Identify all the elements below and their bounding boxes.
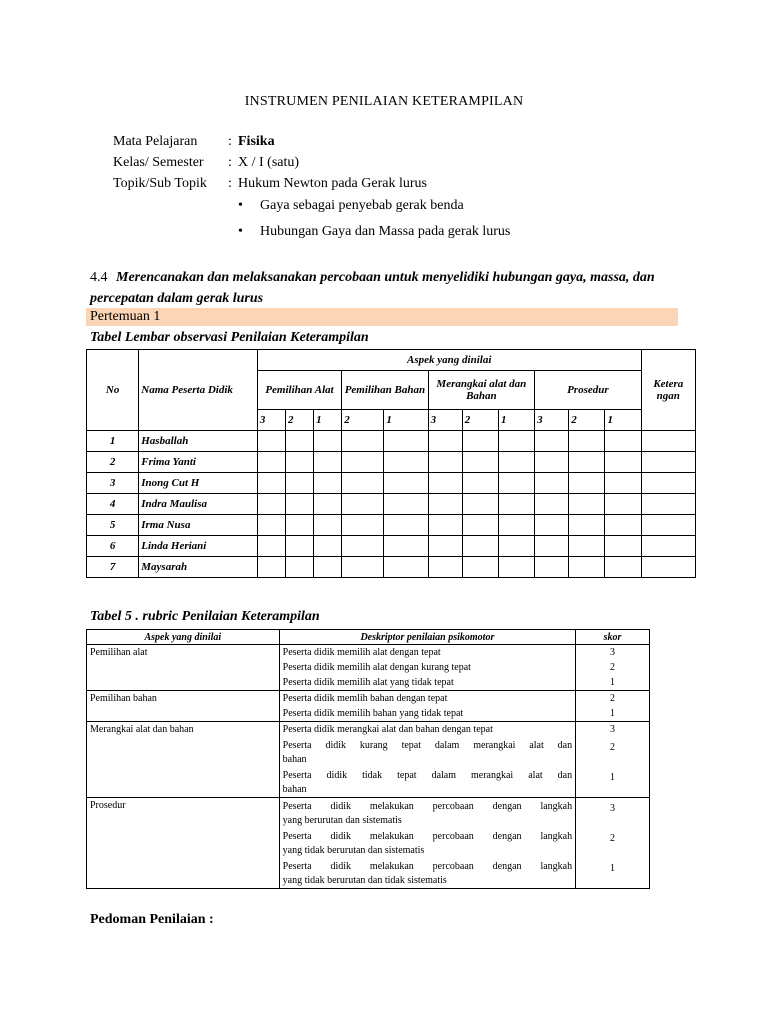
score-cell[interactable] <box>342 473 384 494</box>
score-value: 3 <box>610 724 616 735</box>
descriptor-line: Peserta didik melakukan percobaan dengan langkah <box>282 861 573 872</box>
meta-row-class <box>0 155 768 175</box>
meta-value: Fisika <box>238 134 275 149</box>
row-name: Indra Maulisa <box>139 494 258 515</box>
header-score: 2 <box>569 410 605 431</box>
row-no: 1 <box>87 431 139 452</box>
pedoman-heading: Pedoman Penilaian : <box>90 912 214 927</box>
header-score: 2 <box>462 410 498 431</box>
row-name: Irma Nusa <box>139 515 258 536</box>
score-cell[interactable] <box>641 557 695 578</box>
score-value: 2 <box>610 662 616 673</box>
rubric-row <box>87 645 650 691</box>
header-score: 1 <box>498 410 534 431</box>
score-cell[interactable] <box>569 431 605 452</box>
rubric-descriptors <box>279 645 575 691</box>
score-cell[interactable] <box>641 515 695 536</box>
kd-number: 4.4 <box>90 270 108 285</box>
rubric-aspek: Prosedur <box>87 798 280 889</box>
descriptor-line: yang berurutan dan sistematis <box>282 815 402 826</box>
descriptor-line: Peserta didik memilih alat yang tidak tepat <box>282 677 454 688</box>
score-cell[interactable] <box>605 515 641 536</box>
bullet-icon: • <box>238 198 243 213</box>
bullet-item: • Hubungan Gaya dan Massa pada gerak lurus <box>238 224 511 239</box>
observation-table <box>86 349 696 578</box>
score-cell[interactable] <box>462 431 498 452</box>
score-cell[interactable] <box>428 431 462 452</box>
score-value: 3 <box>610 647 616 658</box>
meta-label: Topik/Sub Topik <box>113 176 207 191</box>
score-cell[interactable] <box>605 473 641 494</box>
score-cell[interactable] <box>428 452 462 473</box>
header-score: 3 <box>428 410 462 431</box>
descriptor-item <box>283 645 572 660</box>
score-cell[interactable] <box>384 494 428 515</box>
rubric-row <box>87 798 650 889</box>
row-no: 3 <box>87 473 139 494</box>
score-cell[interactable] <box>641 431 695 452</box>
score-cell[interactable] <box>462 557 498 578</box>
pertemuan-bar: Pertemuan 1 <box>86 308 678 326</box>
score-cell[interactable] <box>605 431 641 452</box>
row-name: Maysarah <box>139 557 258 578</box>
score-cell[interactable] <box>535 536 569 557</box>
header-score: 3 <box>535 410 569 431</box>
score-cell[interactable] <box>428 536 462 557</box>
rubric-aspek: Pemilihan bahan <box>87 691 280 722</box>
score-value: 2 <box>610 693 616 704</box>
descriptor-item <box>283 660 572 675</box>
score-cell[interactable] <box>641 452 695 473</box>
descriptor-line: Peserta didik tidak tepat dalam merangkai alat dan <box>282 770 573 781</box>
descriptor-line: Peserta didik melakukan percobaan dengan langkah <box>282 831 573 842</box>
descriptor-line: Peserta didik merangkai alat dan bahan dengan tepat <box>282 724 493 735</box>
score-cell[interactable] <box>641 473 695 494</box>
descriptor-line: bahan <box>282 784 307 795</box>
rubric-descriptors <box>279 691 575 722</box>
descriptor-line: Peserta didik memilih alat dengan tepat <box>282 647 441 658</box>
score-cell[interactable] <box>342 431 384 452</box>
table-row <box>87 557 696 578</box>
score-cell[interactable] <box>535 473 569 494</box>
page-title: INSTRUMEN PENILAIAN KETERAMPILAN <box>244 94 524 109</box>
score-cell[interactable] <box>342 557 384 578</box>
score-cell[interactable] <box>285 515 313 536</box>
score-cell[interactable] <box>314 536 342 557</box>
row-name: Inong Cut H <box>139 473 258 494</box>
score-cell[interactable] <box>285 557 313 578</box>
score-cell[interactable] <box>535 431 569 452</box>
descriptor-item <box>283 828 572 858</box>
score-cell[interactable] <box>569 473 605 494</box>
header-score: 3 <box>257 410 285 431</box>
descriptor-line: Peserta didik memlih bahan dengan tepat <box>282 693 448 704</box>
score-cell[interactable] <box>257 473 285 494</box>
score-cell[interactable] <box>428 494 462 515</box>
rubric-scores <box>576 645 650 691</box>
score-cell[interactable] <box>428 515 462 536</box>
table1-caption: Tabel Lembar observasi Penilaian Keterampilan <box>90 330 369 345</box>
descriptor-item <box>283 691 572 706</box>
kd-statement <box>90 267 690 309</box>
meta-label: Kelas/ Semester <box>113 155 204 170</box>
rubric-scores <box>576 798 650 889</box>
rubric-scores <box>576 722 650 798</box>
score-cell[interactable] <box>605 536 641 557</box>
score-value: 3 <box>610 803 616 814</box>
header-aspek: Aspek yang dinilai <box>257 350 641 371</box>
score-cell[interactable] <box>257 494 285 515</box>
meta-colon: : <box>228 134 232 149</box>
score-cell[interactable] <box>498 515 534 536</box>
score-cell[interactable] <box>535 515 569 536</box>
score-cell[interactable] <box>569 494 605 515</box>
rubric-row <box>87 691 650 722</box>
score-cell[interactable] <box>641 536 695 557</box>
row-name: Hasballah <box>139 431 258 452</box>
descriptor-line: Peserta didik melakukan percobaan dengan langkah <box>282 801 573 812</box>
score-cell[interactable] <box>462 473 498 494</box>
rubric-row <box>87 722 650 798</box>
score-cell[interactable] <box>314 515 342 536</box>
score-cell[interactable] <box>384 515 428 536</box>
score-value: 1 <box>610 863 616 874</box>
meta-colon: : <box>228 176 232 191</box>
rubric-scores <box>576 691 650 722</box>
header-keterangan: Ketera ngan <box>641 350 695 431</box>
header-group: Pemilihan Alat <box>257 371 341 410</box>
score-cell[interactable] <box>428 473 462 494</box>
row-no: 5 <box>87 515 139 536</box>
table-row <box>87 494 696 515</box>
score-cell[interactable] <box>535 494 569 515</box>
meta-label: Mata Pelajaran <box>113 134 198 149</box>
header-group: Pemilihan Bahan <box>342 371 428 410</box>
score-cell[interactable] <box>498 494 534 515</box>
score-cell[interactable] <box>314 494 342 515</box>
bullet-item: • Gaya sebagai penyebab gerak benda <box>238 198 464 213</box>
score-cell[interactable] <box>498 557 534 578</box>
score-value: 2 <box>610 742 616 753</box>
score-cell[interactable] <box>342 515 384 536</box>
descriptor-item <box>283 706 572 721</box>
descriptor-line: yang tidak berurutan dan sistematis <box>282 845 425 856</box>
score-cell[interactable] <box>342 494 384 515</box>
row-name: Frima Yanti <box>139 452 258 473</box>
rubric-descriptors <box>279 798 575 889</box>
row-no: 4 <box>87 494 139 515</box>
score-cell[interactable] <box>285 494 313 515</box>
header-score: 2 <box>342 410 384 431</box>
kd-text: Merencanakan dan melaksanakan percobaan untuk menyelidiki hubungan gaya, massa, dan percepatan dalam gerak lurus <box>90 270 655 306</box>
score-cell[interactable] <box>569 536 605 557</box>
score-cell[interactable] <box>569 452 605 473</box>
header-score: 2 <box>285 410 313 431</box>
descriptor-item <box>283 767 572 797</box>
rubric-header-skor: skor <box>576 630 650 645</box>
table-row <box>87 536 696 557</box>
score-cell[interactable] <box>569 557 605 578</box>
score-value: 1 <box>610 772 616 783</box>
score-cell[interactable] <box>384 431 428 452</box>
meta-colon: : <box>228 155 232 170</box>
rubric-header-aspek: Aspek yang dinilai <box>87 630 280 645</box>
score-cell[interactable] <box>462 536 498 557</box>
score-cell[interactable] <box>605 557 641 578</box>
rubric-table <box>86 629 650 889</box>
descriptor-item <box>283 798 572 828</box>
score-cell[interactable] <box>285 431 313 452</box>
row-no: 2 <box>87 452 139 473</box>
score-cell[interactable] <box>384 473 428 494</box>
row-no: 6 <box>87 536 139 557</box>
score-cell[interactable] <box>535 557 569 578</box>
score-cell[interactable] <box>462 494 498 515</box>
header-score: 1 <box>605 410 641 431</box>
score-cell[interactable] <box>462 515 498 536</box>
score-cell[interactable] <box>314 452 342 473</box>
score-cell[interactable] <box>257 431 285 452</box>
score-cell[interactable] <box>257 557 285 578</box>
score-cell[interactable] <box>535 452 569 473</box>
score-cell[interactable] <box>569 515 605 536</box>
score-cell[interactable] <box>285 473 313 494</box>
header-score: 1 <box>384 410 428 431</box>
header-nama: Nama Peserta Didik <box>139 350 258 431</box>
descriptor-item <box>283 858 572 888</box>
score-cell[interactable] <box>257 536 285 557</box>
score-value: 1 <box>610 677 616 688</box>
score-cell[interactable] <box>314 557 342 578</box>
score-cell[interactable] <box>314 473 342 494</box>
table-row <box>87 452 696 473</box>
meta-value: X / I (satu) <box>238 155 300 170</box>
row-no: 7 <box>87 557 139 578</box>
score-cell[interactable] <box>342 536 384 557</box>
rubric-aspek: Merangkai alat dan bahan <box>87 722 280 798</box>
descriptor-line: bahan <box>282 754 307 765</box>
score-cell[interactable] <box>605 494 641 515</box>
meta-value: Hukum Newton pada Gerak lurus <box>238 176 427 191</box>
descriptor-line: Peserta didik memilih alat dengan kurang tepat <box>282 662 471 673</box>
descriptor-item <box>283 722 572 737</box>
bullet-icon: • <box>238 224 243 239</box>
score-cell[interactable] <box>257 452 285 473</box>
descriptor-line: Peserta didik memilih bahan yang tidak tepat <box>282 708 464 719</box>
header-group: Prosedur <box>535 371 642 410</box>
score-cell[interactable] <box>498 431 534 452</box>
score-cell[interactable] <box>498 473 534 494</box>
score-value: 2 <box>610 833 616 844</box>
score-cell[interactable] <box>384 557 428 578</box>
score-cell[interactable] <box>314 431 342 452</box>
score-cell[interactable] <box>285 536 313 557</box>
rubric-header-deskriptor: Deskriptor penilaian psikomotor <box>279 630 575 645</box>
rubric-descriptors <box>279 722 575 798</box>
score-cell[interactable] <box>285 452 313 473</box>
header-score: 1 <box>314 410 342 431</box>
table2-caption: Tabel 5 . rubric Penilaian Keterampilan <box>90 609 320 624</box>
score-cell[interactable] <box>257 515 285 536</box>
score-value: 1 <box>610 708 616 719</box>
score-cell[interactable] <box>498 536 534 557</box>
row-name: Linda Heriani <box>139 536 258 557</box>
score-cell[interactable] <box>342 452 384 473</box>
table-row <box>87 515 696 536</box>
descriptor-item <box>283 737 572 767</box>
descriptor-line: yang tidak berurutan dan tidak sistematis <box>282 875 447 886</box>
score-cell[interactable] <box>498 452 534 473</box>
score-cell[interactable] <box>428 557 462 578</box>
header-group: Merangkai alat dan Bahan <box>428 371 535 410</box>
score-cell[interactable] <box>462 452 498 473</box>
score-cell[interactable] <box>641 494 695 515</box>
score-cell[interactable] <box>384 536 428 557</box>
meta-row-subject <box>0 134 768 154</box>
descriptor-item <box>283 675 572 690</box>
table-row <box>87 473 696 494</box>
descriptor-line: Peserta didik kurang tepat dalam merangkai alat dan <box>282 740 573 751</box>
header-no: No <box>87 350 139 431</box>
meta-row-topic <box>0 176 768 196</box>
rubric-aspek: Pemilihan alat <box>87 645 280 691</box>
score-cell[interactable] <box>605 452 641 473</box>
score-cell[interactable] <box>384 452 428 473</box>
table-row <box>87 431 696 452</box>
